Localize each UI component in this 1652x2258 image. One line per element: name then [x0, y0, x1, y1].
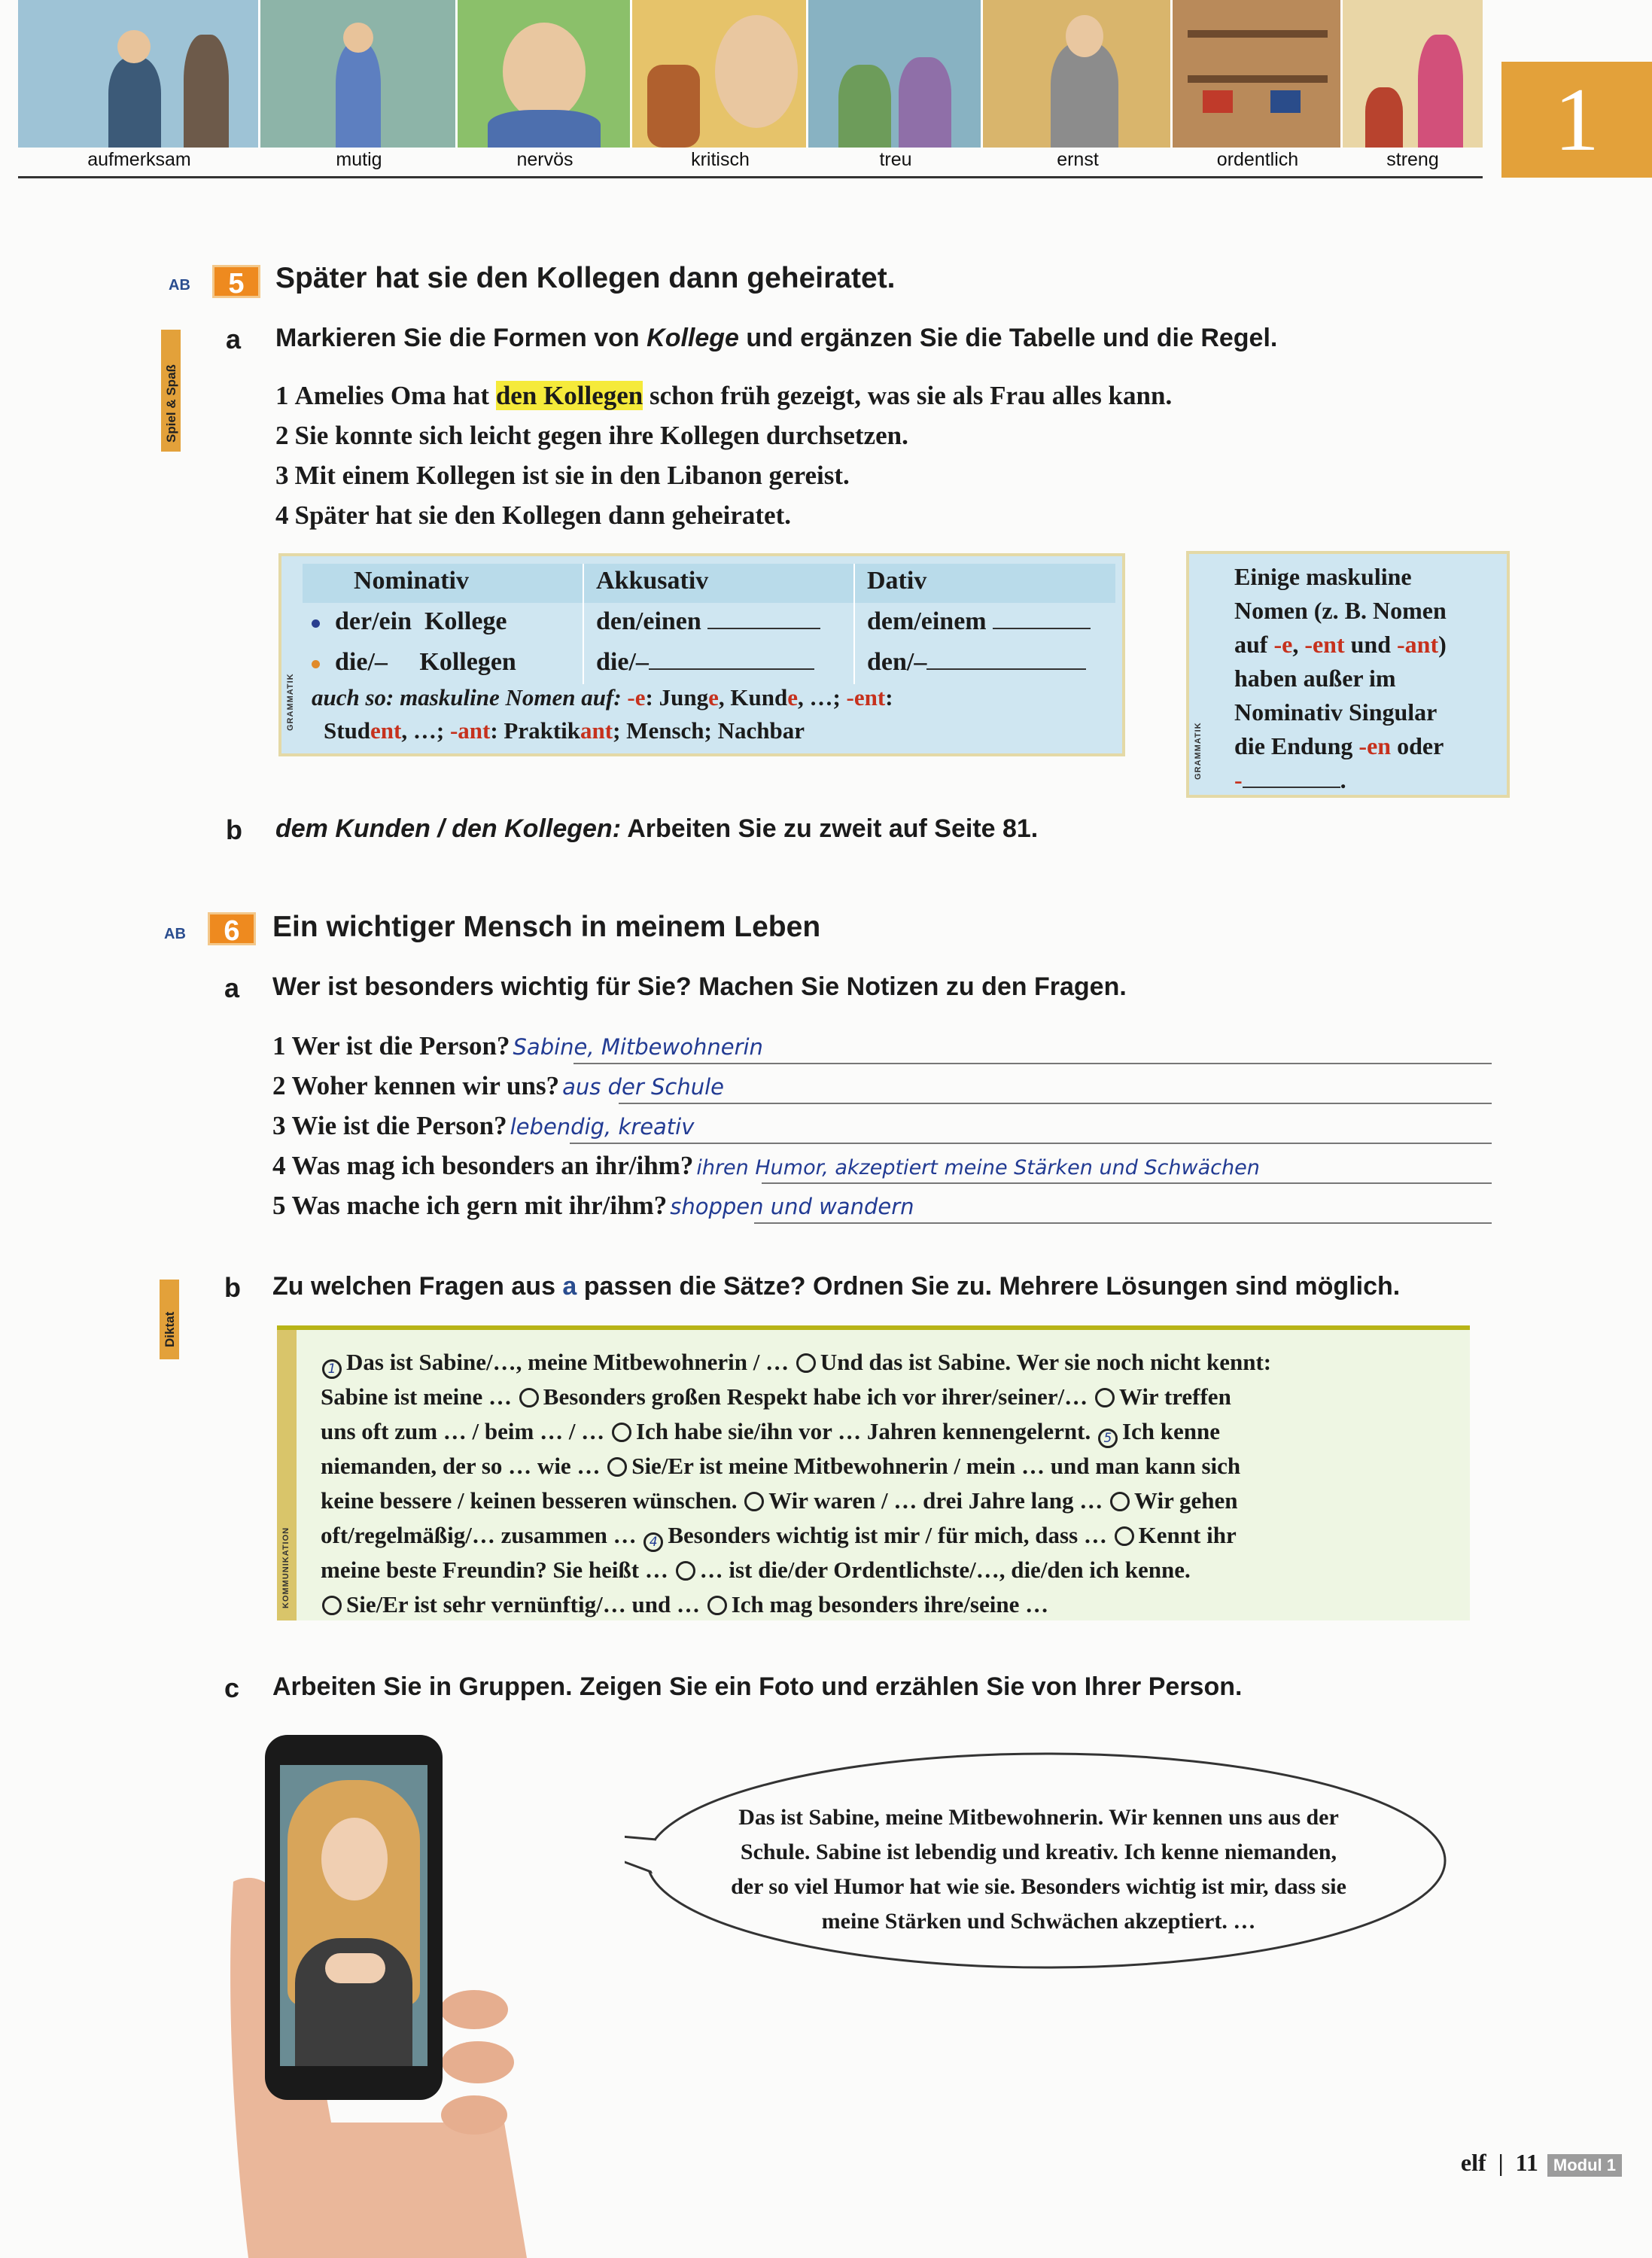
highlighted-phrase: den Kollegen: [495, 381, 643, 410]
caption-tidy: ordentlich: [1216, 149, 1299, 170]
table-note: auch so: maskuline Nomen auf: -e: Junge, Kunde, …; -ent:: [312, 684, 893, 711]
communication-box: [277, 1325, 1470, 1620]
phrase-line: [321, 1449, 1457, 1484]
phrase-line: [321, 1484, 1457, 1518]
answer-circle[interactable]: [612, 1423, 631, 1442]
grammar-table: GRAMMATIK Nominativ Akkusativ Dativ der/ein Kollege den/einen dem/einem die/– Kollegen die/– den/– auch so: maskuline Nomen auf: -e: Junge, Kunde, …; -ent: Student, …; -ant: Praktikant; Mensch; Nachbar: [278, 553, 1125, 756]
phrase-line: [321, 1518, 1457, 1553]
illustration-brave: [260, 0, 458, 148]
answer-circle[interactable]: [676, 1561, 695, 1581]
illustration-tidy: [1173, 0, 1343, 148]
page-word: elf: [1460, 2149, 1486, 2176]
illustration-strip: [18, 0, 1483, 178]
illustration-critical: [632, 0, 808, 148]
table-cell: dem/einem: [867, 607, 1091, 636]
page-number: 11: [1515, 2149, 1538, 2176]
answer-circle[interactable]: [707, 1596, 727, 1615]
phrase-text: Sie/Er ist sehr vernünftig/… und …: [346, 1591, 706, 1617]
phrase-text: keine bessere / keinen besseren wünschen.: [321, 1487, 744, 1514]
exercise-title: Ein wichtiger Mensch in meinem Leben: [272, 911, 821, 943]
fill-blank[interactable]: [926, 668, 1086, 670]
phrase-text: oft/regelmäßig/… zusammen …: [321, 1522, 643, 1548]
caption-critical: kritisch: [691, 149, 750, 170]
caption-attentive: aufmerksam: [87, 149, 191, 170]
exercise-number: 5: [212, 265, 260, 298]
header-nominativ: Nominativ: [354, 567, 469, 595]
speech-bubble: [625, 1748, 1453, 1973]
phrase-line: [321, 1345, 1457, 1380]
answer-circle[interactable]: [607, 1457, 627, 1477]
phrase-line: [321, 1380, 1457, 1414]
caption-nervous: nervös: [516, 149, 573, 170]
fill-blank[interactable]: [649, 668, 814, 670]
phrase-text: Kennt ihr: [1138, 1522, 1237, 1548]
phrase-text: Wir gehen: [1134, 1487, 1238, 1514]
task-letter: a: [226, 324, 242, 355]
header-akkusativ: Akkusativ: [596, 567, 709, 595]
phrase-text: Das ist Sabine/…, meine Mitbewohnerin / …: [346, 1349, 795, 1375]
side-tag-dictation: Diktat: [160, 1280, 179, 1359]
answer-circle[interactable]: 1: [322, 1359, 342, 1379]
list-item: 3 Wie ist die Person? lebendig, kreativ: [272, 1111, 1492, 1151]
phrase-text: meine beste Freundin? Sie heißt …: [321, 1557, 674, 1583]
illustration-strict: [1343, 0, 1483, 148]
answer-circle[interactable]: [322, 1596, 342, 1615]
list-item: 4 Später hat sie den Kollegen dann geheiratet.: [275, 501, 791, 530]
phrase-line: [321, 1414, 1457, 1449]
communication-bar: KOMMUNIKATION: [277, 1330, 297, 1620]
caption-serious: ernst: [1057, 149, 1099, 170]
page-footer: elf | 11 Modul 1: [1461, 2149, 1622, 2177]
phrase-text: Sabine ist meine …: [321, 1383, 518, 1410]
phrase-text: Und das ist Sabine. Wer sie noch nicht kennt:: [820, 1349, 1272, 1375]
chapter-tab: 1: [1501, 62, 1652, 178]
handwritten-answer[interactable]: lebendig, kreativ: [510, 1114, 695, 1140]
ab-label: AB: [164, 926, 186, 942]
list-item: 1 Wer ist die Person? Sabine, Mitbewohnerin: [272, 1031, 1492, 1071]
table-cell: den/einen: [596, 607, 820, 636]
answer-circle[interactable]: 5: [1098, 1429, 1118, 1448]
task-instruction: Zu welchen Fragen aus a passen die Sätze? Ordnen Sie zu. Mehrere Lösungen sind möglich.: [272, 1272, 1401, 1301]
illustration-loyal: [808, 0, 983, 148]
list-item: 4 Was mag ich besonders an ihr/ihm? ihren Humor, akzeptiert meine Stärken und Schwächen: [272, 1151, 1492, 1191]
task-letter: c: [224, 1672, 240, 1703]
ab-label: AB: [169, 277, 190, 294]
phone-photo: [280, 1765, 427, 2066]
answer-circle[interactable]: [1110, 1492, 1130, 1511]
phrase-text: Sie/Er ist meine Mitbewohnerin / mein … und man kann sich: [631, 1453, 1241, 1479]
fill-blank[interactable]: [707, 628, 820, 629]
handwritten-answer[interactable]: Sabine, Mitbewohnerin: [513, 1034, 763, 1060]
phrase-line: [321, 1553, 1457, 1587]
task-letter: a: [224, 972, 240, 1003]
side-tag-game: Spiel & Spaß: [161, 330, 181, 452]
phrase-text: uns oft zum … / beim … / …: [321, 1418, 610, 1444]
sentence-list: [275, 381, 1172, 540]
grammar-rule-box: GRAMMATIK Einige maskuline Nomen (z. B. Nomen auf -e, -ent und -ant) haben außer im Nominativ Singular die Endung -en oder - .: [1186, 551, 1510, 798]
exercise-title: Später hat sie den Kollegen dann geheiratet.: [275, 262, 896, 294]
illustration-serious: [983, 0, 1173, 148]
table-row: die/– Kollegen: [312, 648, 516, 677]
phrase-text: Wir waren / … drei Jahre lang …: [768, 1487, 1109, 1514]
phrase-text: Wir treffen: [1118, 1383, 1231, 1410]
phrase-text: Ich habe sie/ihn vor … Jahren kennengelernt.: [635, 1418, 1097, 1444]
bubble-text: Das ist Sabine, meine Mitbewohnerin. Wir kennen uns aus der Schule. Sabine ist lebendig und kreativ. Ich kenne niemanden, der so viel Humor hat wie sie. Besonders wichtig ist mir, dass sie meine Stärken und Schwächen akzeptiert. …: [731, 1805, 1346, 1934]
notes-list: [272, 1031, 1492, 1231]
caption-loyal: treu: [879, 149, 912, 170]
answer-circle[interactable]: 4: [643, 1532, 663, 1552]
fill-blank[interactable]: [993, 628, 1091, 629]
strip-divider: [18, 176, 1483, 178]
handwritten-answer[interactable]: ihren Humor, akzeptiert meine Stärken und Schwächen: [696, 1156, 1260, 1179]
task-instruction: Markieren Sie die Formen von Kollege und ergänzen Sie die Tabelle und die Regel.: [275, 324, 1278, 352]
module-label: Modul 1: [1547, 2154, 1622, 2177]
list-item: 5 Was mache ich gern mit ihr/ihm? shoppen und wandern: [272, 1191, 1492, 1231]
task-letter: b: [224, 1272, 241, 1303]
table-note: Student, …; -ant: Praktikant; Mensch; Nachbar: [324, 717, 805, 744]
list-item: 1 Amelies Oma hat den Kollegen schon früh gezeigt, was sie als Frau alles kann.: [275, 381, 1173, 410]
table-cell: den/–: [867, 648, 1086, 677]
task-instruction: Arbeiten Sie in Gruppen. Zeigen Sie ein Foto und erzählen Sie von Ihrer Person.: [272, 1672, 1243, 1701]
answer-circle[interactable]: [1115, 1526, 1134, 1546]
header-dativ: Dativ: [867, 567, 927, 595]
list-item: 2 Woher kennen wir uns? aus der Schule: [272, 1071, 1492, 1111]
illustration-nervous: [458, 0, 632, 148]
exercise-number: 6: [208, 912, 256, 945]
handwritten-answer[interactable]: aus der Schule: [562, 1074, 724, 1100]
task-instruction: Wer ist besonders wichtig für Sie? Machen Sie Notizen zu den Fragen.: [272, 972, 1127, 1001]
phrase-text: Besonders wichtig ist mir / für mich, dass …: [668, 1522, 1113, 1548]
caption-strict: streng: [1386, 149, 1439, 170]
phrase-line: [321, 1587, 1457, 1622]
answer-circle[interactable]: [1095, 1388, 1115, 1407]
list-item: 3 Mit einem Kollegen ist sie in den Libanon gereist.: [275, 461, 850, 490]
answer-circle[interactable]: [796, 1353, 816, 1373]
list-item: 2 Sie konnte sich leicht gegen ihre Kollegen durchsetzen.: [275, 421, 908, 450]
phrase-text: Besonders großen Respekt habe ich vor ihrer/seiner/…: [543, 1383, 1094, 1410]
phrase-text: … ist die/der Ordentlichste/…, die/den ich kenne.: [699, 1557, 1191, 1583]
fill-blank[interactable]: [1243, 787, 1340, 788]
rule-text: Einige maskuline Nomen (z. B. Nomen auf -e, -ent und -ant) haben außer im Nominativ Singular die Endung -en oder - .: [1234, 563, 1447, 793]
phrase-list: [321, 1345, 1457, 1622]
task-letter: b: [226, 814, 242, 845]
phrase-text: Ich mag besonders ihre/seine …: [731, 1591, 1049, 1617]
handwritten-answer[interactable]: shoppen und wandern: [670, 1194, 914, 1219]
table-cell: die/–: [596, 648, 814, 677]
phrase-text: Ich kenne: [1121, 1418, 1221, 1444]
illustration-attentive: [18, 0, 260, 148]
answer-circle[interactable]: [744, 1492, 764, 1511]
masculine-dot: [312, 619, 320, 628]
table-row: der/ein Kollege: [312, 607, 507, 636]
plural-dot: [312, 660, 320, 668]
answer-circle[interactable]: [519, 1388, 539, 1407]
task-instruction: dem Kunden / den Kollegen: Arbeiten Sie zu zweit auf Seite 81.: [275, 814, 1039, 843]
phrase-text: niemanden, der so … wie …: [321, 1453, 607, 1479]
caption-brave: mutig: [336, 149, 382, 170]
